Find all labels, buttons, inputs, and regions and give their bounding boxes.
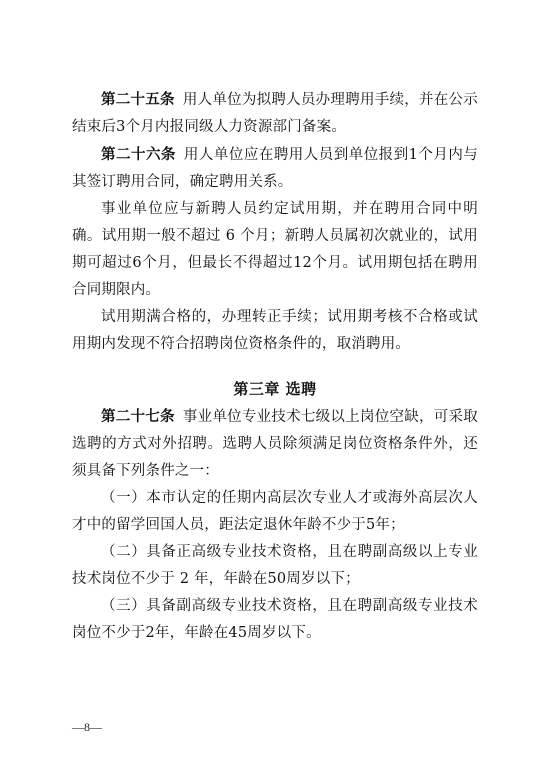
probation-text: 事业单位应与新聘人员约定试用期，并在聘用合同中明确。试用期一般不超过 6 个月；新聘人员属初次就业的，试用期可超过6个月，但最长不得超过12个月。试用期包括在聘用合同期限内。	[72, 201, 478, 298]
article-27-heading: 第二十七条	[101, 408, 175, 425]
condition-2-paragraph	[72, 539, 478, 593]
article-26-text: 用人单位应在聘用人员到单位报到1个月内与其签订聘用合同，确定聘用关系。	[72, 147, 479, 190]
probation-paragraph	[72, 196, 478, 304]
article-26-paragraph	[72, 141, 478, 196]
article-25-heading: 第二十五条	[101, 91, 175, 108]
condition-1-text: （一）本市认定的任期内高层次专业人才或海外高层次人才中的留学回国人员，距法定退休年龄不少于5年；	[72, 490, 478, 533]
chapter-title: 第三章 选聘	[233, 380, 317, 398]
condition-1-paragraph	[72, 485, 478, 539]
condition-2-text: （二）具备正高级专业技术资格，且在聘副高级以上专业技术岗位不少于 2 年，年龄在50周岁以下；	[72, 544, 478, 587]
article-25-text: 用人单位为拟聘人员办理聘用手续，并在公示结束后3个月内报同级人力资源部门备案。	[72, 92, 478, 135]
article-25-paragraph	[72, 86, 478, 141]
page-number: —8—	[72, 720, 102, 734]
page-content	[72, 86, 478, 647]
condition-3-text: （三）具备副高级专业技术资格，且在聘副高级专业技术岗位不少于2年，年龄在45周岁以下。	[72, 598, 478, 641]
probation-result-paragraph	[72, 304, 478, 358]
article-27-paragraph	[72, 403, 478, 485]
condition-3-paragraph	[72, 593, 478, 647]
probation-result-text: 试用期满合格的，办理转正手续；试用期考核不合格或试用期内发现不符合招聘岗位资格条件的，取消聘用。	[72, 309, 478, 352]
article-27-text: 事业单位专业技术七级以上岗位空缺，可采取选聘的方式对外招聘。选聘人员除须满足岗位资格条件外，还须具备下列条件之一：	[72, 409, 478, 479]
article-26-heading: 第二十六条	[101, 146, 176, 163]
